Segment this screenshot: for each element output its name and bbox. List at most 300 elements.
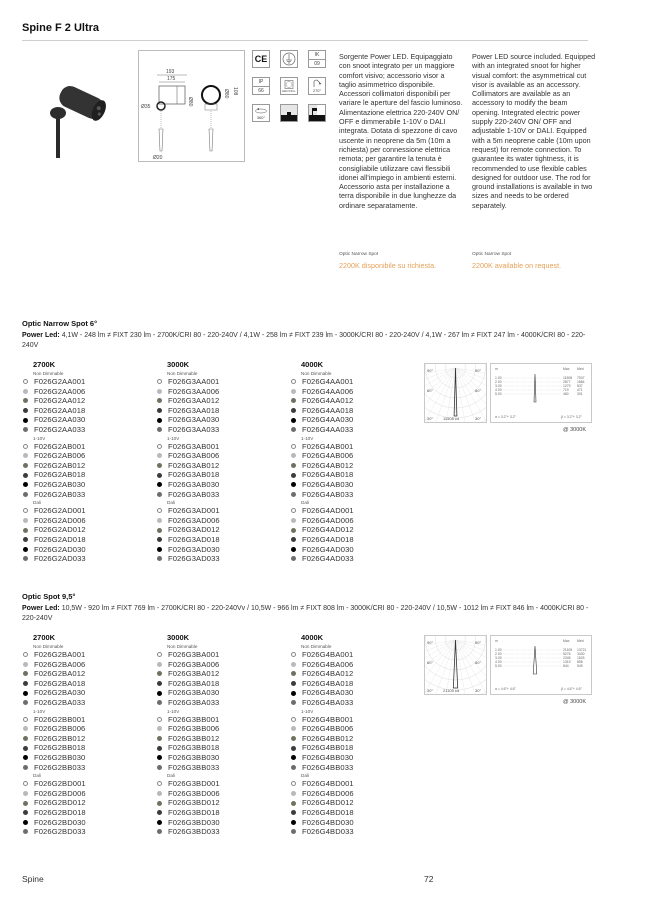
finish-color-swatch <box>291 671 296 676</box>
finish-color-swatch <box>23 463 28 468</box>
product-code: F026G2AA001 <box>34 377 86 386</box>
code-column-4000k <box>290 360 420 564</box>
product-code: F026G4AD006 <box>302 515 354 525</box>
product-code-item <box>22 415 152 425</box>
product-code-item <box>156 763 286 773</box>
code-column-3000k <box>156 360 286 564</box>
finish-color-swatch <box>291 482 296 487</box>
finish-color-swatch <box>291 508 296 513</box>
finish-color-swatch <box>291 736 296 741</box>
product-code-item <box>22 650 152 660</box>
isolux-max-value: 2345 <box>563 656 571 660</box>
product-code-item <box>290 525 420 535</box>
finish-color-swatch <box>157 755 162 760</box>
finish-color-swatch <box>291 528 296 533</box>
product-code-item <box>290 808 420 818</box>
finish-color-swatch <box>23 765 28 770</box>
isolux-max-value: 460 <box>563 392 569 396</box>
isolux-table-spot <box>490 635 592 695</box>
finish-color-swatch <box>291 765 296 770</box>
product-code: F026G2AB033 <box>34 489 86 499</box>
finish-color-swatch <box>23 518 28 523</box>
isolux-med-value: 549 <box>577 664 583 668</box>
product-code-item <box>290 387 420 397</box>
finish-color-swatch <box>23 389 28 394</box>
finish-color-swatch <box>157 556 162 561</box>
product-code: F026G3AB001 <box>168 441 220 451</box>
product-code-item <box>156 743 286 753</box>
product-code-item <box>156 779 286 789</box>
peak-intensity-label: 21105 cd <box>443 688 460 693</box>
control-type-label: 1-10V <box>33 708 46 714</box>
product-code-item <box>290 535 420 545</box>
control-type-label: Non Dimmable <box>167 644 198 649</box>
beam-cone <box>534 374 536 402</box>
finish-color-swatch <box>157 810 162 815</box>
product-code: F026G3BD030 <box>168 817 220 827</box>
product-code: F026G3BB001 <box>168 714 220 724</box>
availability-note-english: 2200K available on request. <box>472 261 562 270</box>
product-code-item <box>156 525 286 535</box>
product-code-item <box>22 808 152 818</box>
product-code-item <box>156 396 286 406</box>
product-code: F026G4AA006 <box>302 386 354 396</box>
product-code-item <box>22 506 152 516</box>
product-code-item <box>156 442 286 452</box>
product-code-item <box>22 753 152 763</box>
control-type-label: Non Dimmable <box>167 371 198 376</box>
product-code: F026G3BA033 <box>168 697 220 707</box>
finish-color-swatch <box>157 662 162 667</box>
finish-color-swatch <box>157 820 162 825</box>
finish-color-swatch <box>23 755 28 760</box>
finish-color-swatch <box>157 691 162 696</box>
product-code-item <box>290 763 420 773</box>
product-code: F026G2AA033 <box>34 424 86 434</box>
product-code: F026G2AD006 <box>34 515 86 525</box>
product-code: F026G4AB030 <box>302 479 354 489</box>
product-code: F026G4AA033 <box>302 424 354 434</box>
isolux-distance: 4.00 <box>495 388 502 392</box>
color-temp-heading: 4000K <box>301 633 324 642</box>
optic-label-english: Optic Narrow Spot <box>472 252 512 257</box>
dim-pivot: Ø35 <box>141 104 151 110</box>
finish-color-swatch <box>23 556 28 561</box>
product-code: F026G4AD012 <box>302 525 354 535</box>
product-code-item <box>290 715 420 725</box>
product-code-item <box>290 734 420 744</box>
product-code: F026G3BB018 <box>168 743 220 753</box>
product-code-item <box>290 545 420 555</box>
product-code-item <box>22 789 152 799</box>
product-code: F026G3BD012 <box>168 798 220 808</box>
polar-diagram-narrow-spot <box>424 363 487 423</box>
finish-color-swatch <box>291 556 296 561</box>
product-code-item <box>156 377 286 387</box>
control-type-label: 1-10V <box>33 435 46 441</box>
product-code: F026G2BB018 <box>34 743 86 753</box>
product-code: F026G3BD006 <box>168 788 220 798</box>
finish-color-swatch <box>23 537 28 542</box>
product-code: F026G4AD030 <box>302 544 354 554</box>
product-code-item <box>22 779 152 789</box>
product-code: F026G4AB033 <box>302 489 354 499</box>
finish-color-swatch <box>291 418 296 423</box>
product-code-item <box>22 763 152 773</box>
isolux-med-value: 301 <box>577 392 583 396</box>
isolux-max-value: 719 <box>563 388 569 392</box>
product-code-item <box>290 743 420 753</box>
product-code-item <box>156 798 286 808</box>
product-code: F026G2BB033 <box>34 762 86 772</box>
product-code-item <box>290 818 420 828</box>
product-code-item <box>156 461 286 471</box>
product-code: F026G3BA001 <box>168 650 220 659</box>
isolux-distance: 2.00 <box>495 652 502 656</box>
isolux-distance: 3.00 <box>495 384 502 388</box>
power-spec-narrow-spot <box>22 331 592 350</box>
product-code-item <box>22 377 152 387</box>
product-code-item <box>156 480 286 490</box>
product-code-item <box>156 808 286 818</box>
product-code: F026G2AD030 <box>34 544 86 554</box>
finish-color-swatch <box>157 717 162 722</box>
isolux-distance: 5.00 <box>495 392 502 396</box>
product-code: F026G4BD001 <box>302 779 354 789</box>
finish-color-swatch <box>157 398 162 403</box>
product-code: F026G3BA018 <box>168 678 220 688</box>
control-type-label: Dali <box>33 773 41 779</box>
isolux-med-value: 3430 <box>577 652 585 656</box>
product-code: F026G4BA018 <box>302 678 354 688</box>
finish-color-swatch <box>23 671 28 676</box>
product-code-item <box>156 818 286 828</box>
beam-cone <box>533 646 537 674</box>
product-code-item <box>22 425 152 435</box>
product-code: F026G3AB012 <box>168 460 220 470</box>
product-code-item <box>156 724 286 734</box>
product-code: F026G3AD001 <box>168 506 220 516</box>
product-code: F026G2AB030 <box>34 479 86 489</box>
polar-angle-label: 30° <box>475 688 482 693</box>
product-code-item <box>22 554 152 564</box>
product-code-item <box>22 669 152 679</box>
isolux-max-value: 1319 <box>563 660 571 664</box>
product-code-item <box>290 724 420 734</box>
product-code-item <box>290 480 420 490</box>
product-code: F026G4AA001 <box>302 377 354 386</box>
product-code-item <box>290 470 420 480</box>
finish-color-swatch <box>23 736 28 741</box>
dim-height: 108 <box>232 87 238 96</box>
finish-color-swatch <box>157 444 162 449</box>
product-code-item <box>290 669 420 679</box>
isolux-med-value: 1884 <box>577 380 585 384</box>
isolux-max-value: 1279 <box>563 384 571 388</box>
code-column-3000k <box>156 633 286 837</box>
isolux-distance: 5.00 <box>495 664 502 668</box>
finish-color-swatch <box>23 662 28 667</box>
product-code-item <box>22 396 152 406</box>
beam-angle-alpha: α = 3.2°+ 3.2° <box>495 415 516 419</box>
product-code-item <box>290 688 420 698</box>
finish-color-swatch <box>157 829 162 834</box>
dim-length-body: 175 <box>167 76 176 82</box>
finish-color-swatch <box>23 726 28 731</box>
product-code: F026G2BB012 <box>34 733 86 743</box>
product-code-item <box>22 698 152 708</box>
finish-color-swatch <box>291 801 296 806</box>
product-code-item <box>22 798 152 808</box>
finish-color-swatch <box>23 453 28 458</box>
product-code-item <box>290 650 420 660</box>
finish-color-swatch <box>157 389 162 394</box>
finish-color-swatch <box>291 746 296 751</box>
ground-install-icon <box>280 104 298 122</box>
control-type-label: Dali <box>167 500 175 506</box>
polar-angle-label: 30° <box>427 416 434 421</box>
product-code: F026G3BB033 <box>168 762 220 772</box>
product-code-item <box>22 535 152 545</box>
isolux-header-max: Max <box>563 639 570 643</box>
product-code: F026G4AA012 <box>302 396 354 406</box>
product-code-item <box>22 461 152 471</box>
product-code: F026G4BB033 <box>302 762 354 772</box>
product-code-item <box>22 734 152 744</box>
polar-angle-label: 90° <box>427 368 434 373</box>
product-code: F026G3BB012 <box>168 733 220 743</box>
control-type-label: Non Dimmable <box>33 371 64 376</box>
product-code: F026G2BA001 <box>34 650 86 659</box>
product-code: F026G2AB012 <box>34 460 86 470</box>
product-code-item <box>290 554 420 564</box>
finish-color-swatch <box>23 427 28 432</box>
finish-color-swatch <box>157 791 162 796</box>
product-code: F026G3AB030 <box>168 479 220 489</box>
product-code-item <box>156 554 286 564</box>
isolux-distance: 1.00 <box>495 376 502 380</box>
product-code-item <box>290 516 420 526</box>
polar-angle-label: 60° <box>427 660 434 665</box>
polar-angle-label: 60° <box>475 388 482 393</box>
product-code-item <box>290 490 420 500</box>
finish-color-swatch <box>23 444 28 449</box>
finish-color-swatch <box>157 427 162 432</box>
product-code: F026G2BB030 <box>34 752 86 762</box>
product-code: F026G2AA018 <box>34 405 86 415</box>
product-code-item <box>156 535 286 545</box>
isolux-max-value: 2877 <box>563 380 571 384</box>
led-incl-icon: LED INCL. <box>280 77 298 95</box>
finish-color-swatch <box>23 408 28 413</box>
product-code-item <box>22 688 152 698</box>
finish-color-swatch <box>291 681 296 686</box>
product-code-item <box>156 406 286 416</box>
product-code: F026G2AD033 <box>34 554 86 564</box>
control-type-label: Non Dimmable <box>33 644 64 649</box>
finish-color-swatch <box>291 389 296 394</box>
power-label: Power Led: <box>22 605 60 612</box>
finish-color-swatch <box>291 547 296 552</box>
product-code: F026G2AD012 <box>34 525 86 535</box>
finish-color-swatch <box>291 781 296 786</box>
product-code: F026G4AB006 <box>302 451 354 461</box>
product-code: F026G4BD006 <box>302 788 354 798</box>
product-code: F026G4BD033 <box>302 827 354 837</box>
product-code-item <box>290 425 420 435</box>
product-code: F026G2BB006 <box>34 724 86 734</box>
product-code-item <box>290 377 420 387</box>
product-code-item <box>22 724 152 734</box>
color-temp-heading: 4000K <box>301 360 324 369</box>
isolux-distance: 1.00 <box>495 648 502 652</box>
photometry-temp-note: @ 3000K <box>563 699 587 705</box>
finish-color-swatch <box>157 463 162 468</box>
polar-angle-label: 90° <box>475 640 482 645</box>
finish-color-swatch <box>291 820 296 825</box>
product-code-item <box>156 753 286 763</box>
code-column-2700k <box>22 633 152 837</box>
beam-angle-beta: β = 4.6°+ 4.6° <box>561 687 582 691</box>
earth-ground-icon <box>280 50 298 68</box>
control-type-label: Non Dimmable <box>301 371 332 376</box>
product-code: F026G4AB018 <box>302 470 354 480</box>
product-code-item <box>22 516 152 526</box>
code-column-4000k <box>290 633 420 837</box>
finish-color-swatch <box>157 700 162 705</box>
header-divider <box>22 40 588 41</box>
product-code: F026G3BB030 <box>168 752 220 762</box>
product-code: F026G4BA030 <box>302 688 354 698</box>
product-code-item <box>156 387 286 397</box>
finish-color-swatch <box>291 492 296 497</box>
product-code: F026G3BD018 <box>168 807 220 817</box>
finish-color-swatch <box>23 418 28 423</box>
product-code-item <box>156 715 286 725</box>
product-code-item <box>156 506 286 516</box>
finish-color-swatch <box>157 781 162 786</box>
product-code-item <box>22 660 152 670</box>
product-code: F026G4BB006 <box>302 724 354 734</box>
product-code: F026G3AA018 <box>168 405 220 415</box>
finish-color-swatch <box>23 528 28 533</box>
polar-angle-label: 30° <box>475 416 482 421</box>
product-code: F026G2BA030 <box>34 688 86 698</box>
product-code: F026G3BB006 <box>168 724 220 734</box>
product-code-item <box>22 387 152 397</box>
product-code-item <box>290 660 420 670</box>
finish-color-swatch <box>23 379 28 384</box>
product-code-item <box>22 480 152 490</box>
optic-label-italian: Optic Narrow Spot <box>339 252 379 257</box>
peak-intensity-label: 11508 cd <box>443 416 460 421</box>
product-code-item <box>290 753 420 763</box>
product-code: F026G2BD012 <box>34 798 86 808</box>
polar-angle-label: 90° <box>427 640 434 645</box>
product-code: F026G2AA012 <box>34 396 86 406</box>
product-code-item <box>156 650 286 660</box>
product-code: F026G3BA006 <box>168 659 220 669</box>
finish-color-swatch <box>23 482 28 487</box>
isolux-header-max: Max <box>563 367 570 371</box>
polar-angle-label: 30° <box>427 688 434 693</box>
product-code: F026G3BD001 <box>168 779 220 789</box>
product-code: F026G2BD018 <box>34 807 86 817</box>
product-code: F026G4AD001 <box>302 506 354 516</box>
control-type-label: Dali <box>301 773 309 779</box>
product-code-item <box>22 827 152 837</box>
color-temp-heading: 2700K <box>33 633 56 642</box>
product-code-item <box>156 698 286 708</box>
product-code-item <box>156 688 286 698</box>
finish-color-swatch <box>291 453 296 458</box>
product-code: F026G4AB012 <box>302 460 354 470</box>
isolux-max-value: 11508 <box>563 376 573 380</box>
product-code-item <box>156 827 286 837</box>
finish-color-swatch <box>291 398 296 403</box>
product-code: F026G3AD030 <box>168 544 220 554</box>
product-code: F026G2BA012 <box>34 669 86 679</box>
product-code-item <box>290 451 420 461</box>
finish-color-swatch <box>157 408 162 413</box>
isolux-header-distance: m <box>495 639 498 643</box>
tilt-270-icon: 270° <box>308 77 326 95</box>
dim-diameter-head: Ø80 <box>223 89 229 99</box>
product-code: F026G3BD033 <box>168 827 220 837</box>
finish-color-swatch <box>291 755 296 760</box>
product-code: F026G3AD006 <box>168 515 220 525</box>
product-code: F026G4AA018 <box>302 405 354 415</box>
product-code: F026G2BB001 <box>34 714 86 724</box>
isolux-med-value: 471 <box>577 388 583 392</box>
finish-color-swatch <box>157 547 162 552</box>
color-temp-heading: 2700K <box>33 360 56 369</box>
finish-color-swatch <box>23 681 28 686</box>
product-code-item <box>22 451 152 461</box>
photometry-temp-note: @ 3000K <box>563 427 587 433</box>
finish-color-swatch <box>291 791 296 796</box>
product-code: F026G2AD001 <box>34 506 86 516</box>
finish-color-swatch <box>23 547 28 552</box>
product-code-item <box>22 743 152 753</box>
finish-color-swatch <box>157 736 162 741</box>
finish-color-swatch <box>291 652 296 657</box>
finish-color-swatch <box>23 691 28 696</box>
isolux-header-med: Med <box>577 639 584 643</box>
finish-color-swatch <box>291 726 296 731</box>
finish-color-swatch <box>291 662 296 667</box>
isolux-med-value: 13721 <box>577 648 587 652</box>
product-code-item <box>290 415 420 425</box>
product-code-item <box>22 715 152 725</box>
dim-diameter-body: Ø80 <box>187 97 193 107</box>
polar-angle-label: 90° <box>475 368 482 373</box>
finish-color-swatch <box>291 463 296 468</box>
ce-mark-icon: CE <box>252 50 270 68</box>
product-code: F026G4BA012 <box>302 669 354 679</box>
product-code: F026G3AD033 <box>168 554 220 564</box>
product-code-item <box>22 406 152 416</box>
finish-color-swatch <box>23 820 28 825</box>
product-code-item <box>156 660 286 670</box>
control-type-label: 1-10V <box>301 708 314 714</box>
finish-color-swatch <box>157 671 162 676</box>
isolux-header-med: Med <box>577 367 584 371</box>
rotation-360-icon: 360° <box>252 104 270 122</box>
product-code: F026G4BB012 <box>302 733 354 743</box>
beam-angle-beta: β = 3.2°+ 3.2° <box>561 415 582 419</box>
product-code-item <box>290 406 420 416</box>
